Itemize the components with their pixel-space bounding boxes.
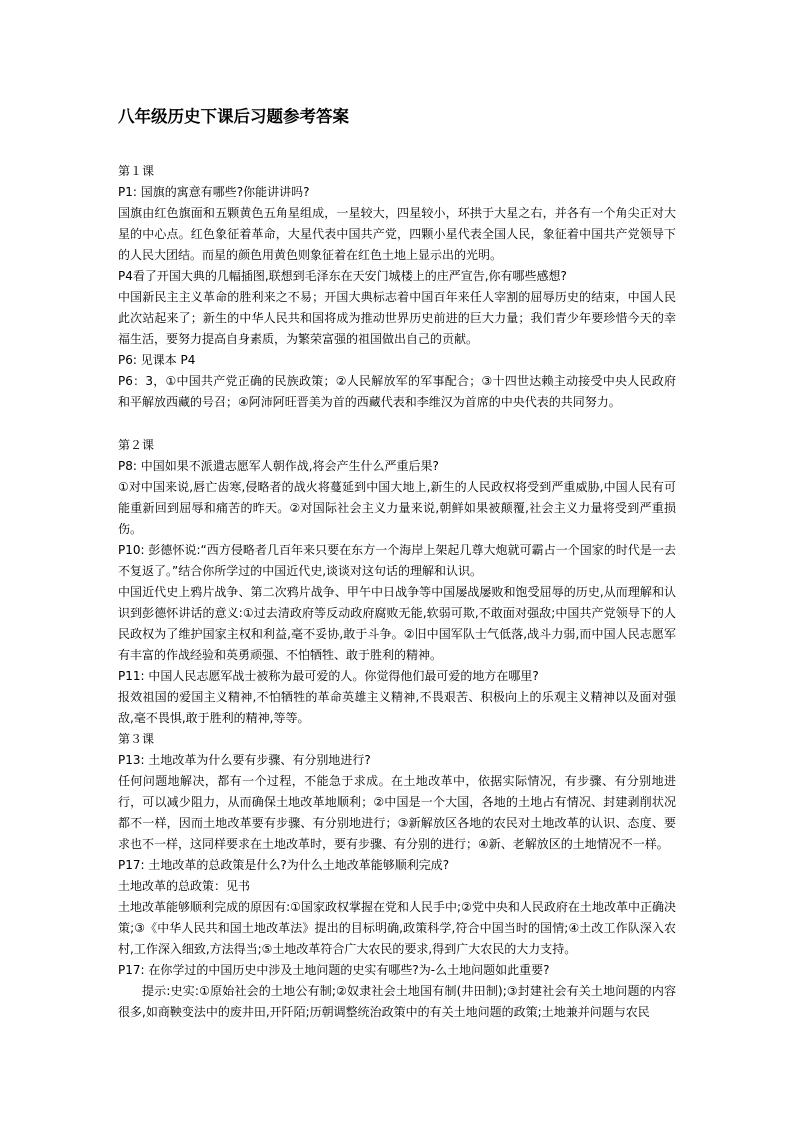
answer-text: ①对中国来说,唇亡齿寒,侵略者的战火将蔓延到中国大地上,新生的人民政权将受到严重威胁,中国人民有可能重新回到屈辱和痛苦的昨天。②对国际社会主义力量来说,朝鲜如果被颠覆,社会主义力量将受到严重损伤。 — [118, 480, 676, 536]
document-title: 八年级历史下课后习题参考答案 — [118, 107, 349, 126]
answer-text: 土地改革能够顺利完成的原因有:①国家政权掌握在党和人民手中;②党中央和人民政府在土地改革中正确决策;③《中华人民共和国土地改革法》提出的目标明确,政策科学,符合中国当时的国情;④土改工作队深入农村,工作深入细致,方法得当;⑤土地改革符合广大农民的要求,得到广大农民的大力支持。 — [118, 900, 676, 956]
question-text: P6: 见课本 P4 — [118, 353, 196, 367]
document-page — [118, 106, 676, 1023]
question-text: P8: 中国如果不派遣志愿军人朝作战,将会产生什么严重后果? — [118, 459, 439, 473]
answer-text: P6：3，①中国共产党正确的民族政策；②人民解放军的军事配合；③十四世达赖主动接受中央人民政府和平解放西藏的号召；④阿沛阿旺晋美为首的西藏代表和李维汉为首席的中央代表的共同努力。 — [118, 374, 676, 409]
question-text: P11: 中国人民志愿军战士被称为最可爱的人。你觉得他们最可爱的地方在哪里? — [118, 669, 539, 683]
lesson-heading: 第２课 — [118, 438, 155, 452]
question-text: P4看了开国大典的几幅插图,联想到毛泽东在天安门城楼上的庄严宣告,你有哪些感想? — [118, 269, 567, 283]
answer-text: 提示:史实:①原始社会的土地公有制;②奴隶社会土地国有制(井田制);③封建社会有关土地问题的内容很多,如商鞅变法中的废井田,开阡陌;历朝调整统治政策中的有关土地问题的政策;土地兼并问题与农民 — [118, 984, 676, 1019]
question-text: P1: 国旗的寓意有哪些?你能讲讲吗? — [118, 185, 310, 199]
answer-text: 国旗由红色旗面和五颗黄色五角星组成，一星较大，四星较小，环拱于大星之右，并各有一个角尖正对大星的中心点。红色象征着革命，大星代表中国共产党，四颗小星代表全国人民，象征着中国共产党领导下的人民大团结。而星的颜色用黄色则象征着在红色土地上显示出的光明。 — [118, 206, 676, 262]
lesson-heading: 第３课 — [118, 732, 155, 746]
answer-text: 土地改革的总政策：见书 — [118, 879, 251, 893]
question-text: P17: 土地改革的总政策是什么?为什么土地改革能够顺利完成? — [118, 858, 450, 872]
answer-text: 中国近代史上鸦片战争、第二次鸦片战争、甲午中日战争等中国屡战屡败和饱受屈辱的历史,从而理解和认识到彭德怀讲话的意义:①过去清政府等反动政府腐败无能,软弱可欺,不敢面对强敌;中国共产党领导下的人民政权为了维护国家主权和利益,毫不妥协,敢于斗争。②旧中国军队士气低落,战斗力弱,而中国人民志愿军有丰富的作战经验和英勇顽强、不怕牺牲、敢于胜利的精神。 — [118, 585, 676, 662]
answer-text: 任何问题地解决，都有一个过程，不能急于求成。在土地改革中，依据实际情况，有步骤、有分别地进行，可以减少阻力，从而确保土地改革地顺利；②中国是一个大国，各地的土地占有情况、封建剥削状况都不一样，因而土地改革要有步骤、有分别地进行；③新解放区各地的农民对土地改革的认识、态度、要求也不一样，这同样要求在土地改革时，要有步骤、有分别的进行；④新、老解放区的土地情况不一样。 — [118, 774, 676, 851]
lesson-heading: 第１课 — [118, 164, 155, 178]
lesson-2-section — [118, 435, 676, 729]
answer-text: 报效祖国的爱国主义精神,不怕牺牲的革命英雄主义精神,不畏艰苦、积极向上的乐观主义精神以及面对强敌,毫不畏惧,敢于胜利的精神,等等。 — [118, 690, 676, 725]
answer-text: 中国新民主主义革命的胜利来之不易；开国大典标志着中国百年来任人宰割的屈辱历史的结束，中国人民此次站起来了；新生的中华人民共和国将成为推动世界历史前进的巨大力量；我们青少年要珍惜今天的幸福生活，要努力提高自身素质，为繁荣富强的祖国做出自己的贡献。 — [118, 290, 676, 346]
question-text: P10: 彭德怀说:“西方侵略者几百年来只要在东方一个海岸上架起几尊大炮就可霸占一个国家的时代是一去不复返了。”结合你所学过的中国近代史,谈谈对这句话的理解和认识。 — [118, 543, 676, 578]
lesson-1-section — [118, 161, 676, 413]
question-text: P17: 在你学过的中国历史中涉及土地问题的史实有哪些?为-么土地问题如此重要? — [118, 963, 550, 977]
lesson-3-section — [118, 729, 676, 1023]
question-text: P13: 土地改革为什么要有步骤、有分别地进行? — [118, 753, 371, 767]
